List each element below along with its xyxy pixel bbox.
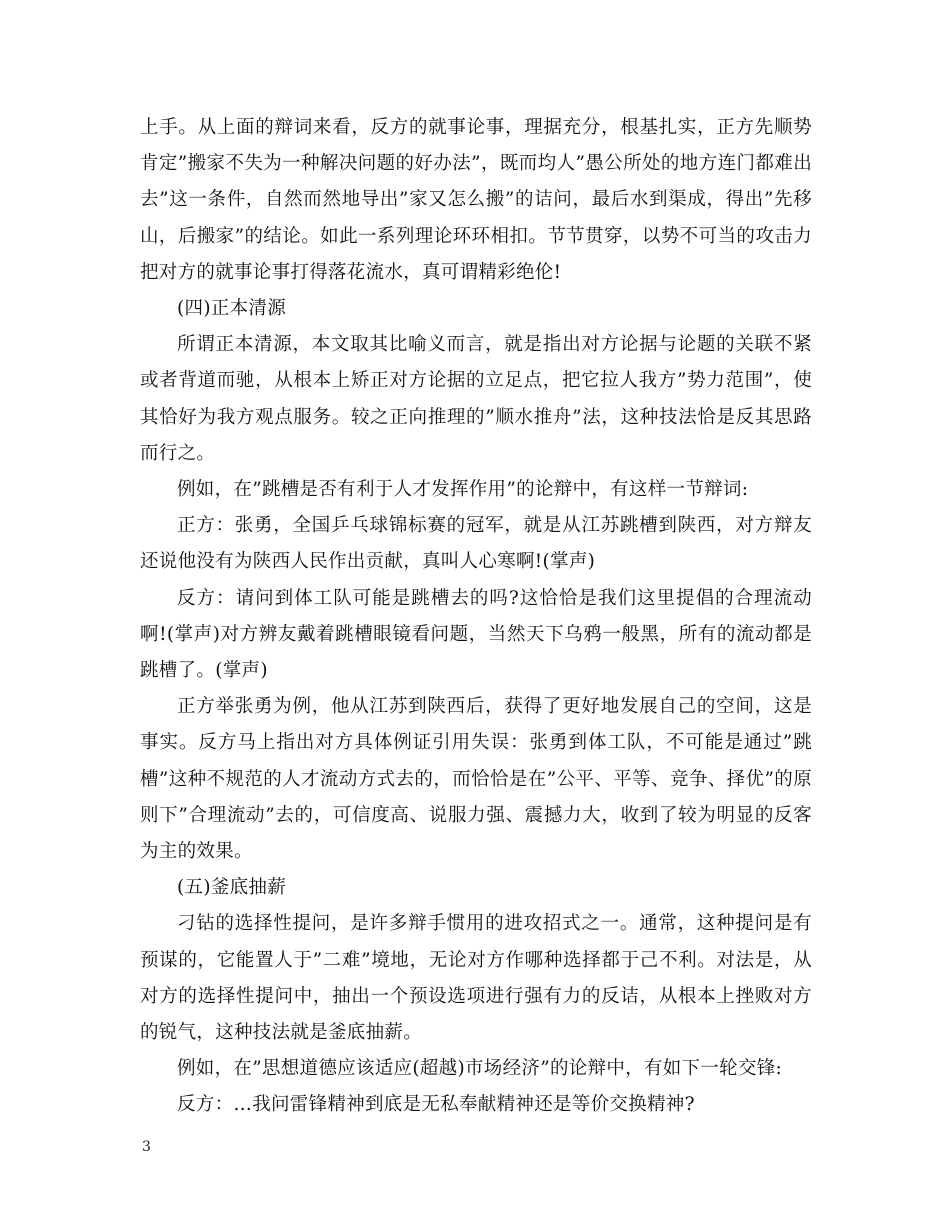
paragraph: 例如，在”跳槽是否有利于人才发挥作用”的论辩中，有这样一节辩词: xyxy=(177,479,749,501)
paragraph: 正方举张勇为例，他从江苏到陕西后，获得了更好地发展自己的空间，这是事实。反方马上指出对方具体例证引用失误：张勇到体工队，不可能是通过”跳槽”这种不规范的人才流动方式去的，而恰恰是在”公平、平等、竞争、择优”的原则下”合理流动”去的，可信度高、说服力强、震撼力大，收到了较为明显的反客为主的效果。 xyxy=(140,696,812,863)
debate-quote-con: 反方：请问到体工队可能是跳槽去的吗?这恰恰是我们这里提倡的合理流动啊!(掌声)对方辨友戴着跳槽眼镜看问题，当然天下乌鸦一般黑，所有的流动都是跳槽了。(掌声) xyxy=(140,587,812,682)
paragraph: 刁钻的选择性提问，是许多辩手惯用的进攻招式之一。通常，这种提问是有预谋的，它能置人于”二难”境地，无论对方作哪种选择都于己不利。对法是，从对方的选择性提问中，抽出一个预设选项进行强有力的反诘，从根本上挫败对方的锐气，这种技法就是釜底抽薪。 xyxy=(140,913,812,1044)
paragraph: 所谓正本清源，本文取其比喻义而言，就是指出对方论据与论题的关联不紧或者背道而驰，从根本上矫正对方论据的立足点，把它拉人我方”势力范围”，使其恰好为我方观点服务。较之正向推理的”顺水推舟”法，这种技法恰是反其思路而行之。 xyxy=(140,334,812,464)
section-heading-fudi-chouxin: (五)釜底抽薪 xyxy=(177,877,287,899)
paragraph: 例如，在”思想道德应该适应(超越)市场经济”的论辩中，有如下一轮交锋: xyxy=(177,1058,783,1080)
paragraph-continuation: 上手。从上面的辩词来看，反方的就事论事，理据充分，根基扎实，正方先顺势肯定”搬家不失为一种解决问题的好办法”，既而均人”愚公所处的地方连门都难出去”这一条件，自然而然地导出”家又怎么搬”的诘问，最后水到渠成，得出”先移山，后搬家”的结论。如此一系列理论环环相扣。节节贯穿，以势不可当的攻击力把对方的就事论事打得落花流水，真可谓精彩绝伦! xyxy=(140,117,812,283)
section-heading-zhengben-qingyuan: (四)正本清源 xyxy=(177,298,287,320)
debate-quote-pro: 正方：张勇，全国乒乓球锦标赛的冠军，就是从江苏跳槽到陕西，对方辩友还说他没有为陕西人民作出贡献，真叫人心寒啊!(掌声) xyxy=(140,515,812,573)
page-number: 3 xyxy=(142,1139,151,1155)
document-body xyxy=(140,110,812,1124)
debate-quote-con: 反方：…我问雷锋精神到底是无私奉献精神还是等价交换精神? xyxy=(177,1094,695,1116)
